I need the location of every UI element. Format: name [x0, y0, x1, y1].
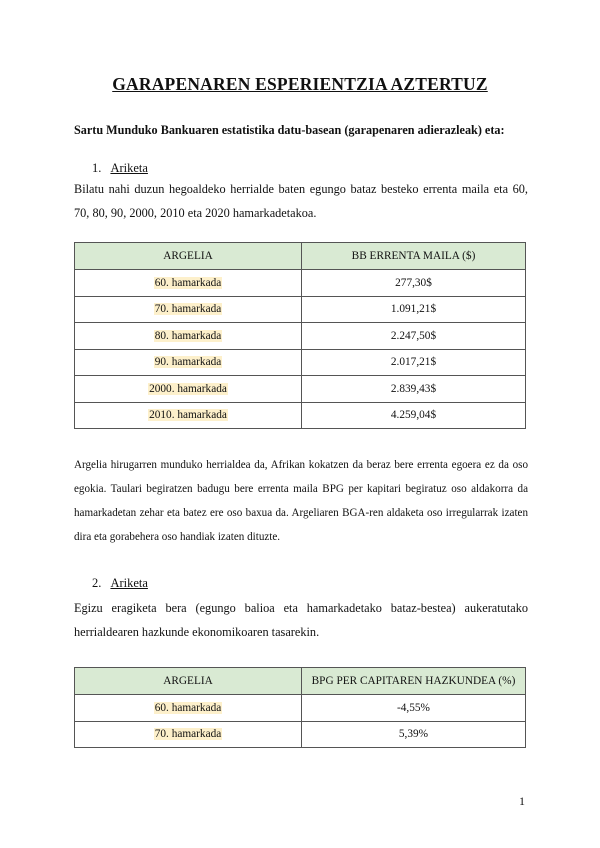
- value-cell: 4.259,04$: [302, 402, 526, 429]
- table-row: [75, 695, 526, 722]
- decade-cell: [75, 270, 302, 297]
- table-row: [75, 349, 526, 376]
- section-1-number: 1.: [92, 161, 102, 175]
- decade-cell: [75, 695, 302, 722]
- table-header-country: ARGELIA: [75, 668, 302, 695]
- decade-label: 60. hamarkada: [154, 701, 222, 714]
- table-row: [75, 376, 526, 403]
- value-cell: 2.017,21$: [302, 349, 526, 376]
- decade-cell: [75, 721, 302, 748]
- value-cell: 2.839,43$: [302, 376, 526, 403]
- decade-label: 70. hamarkada: [154, 728, 222, 741]
- value-cell: 277,30$: [302, 270, 526, 297]
- decade-label: 2010. hamarkada: [149, 409, 227, 422]
- decade-label: 90. hamarkada: [154, 356, 222, 369]
- decade-label: 70. hamarkada: [154, 303, 222, 316]
- table-row: [75, 323, 526, 350]
- section-1-heading: [92, 161, 148, 176]
- decade-cell: [75, 349, 302, 376]
- document-title: GARAPENAREN ESPERIENTZIA AZTERTUZ: [112, 74, 488, 94]
- value-cell: 1.091,21$: [302, 296, 526, 323]
- table-row: [75, 721, 526, 748]
- growth-table: [74, 667, 526, 748]
- table-row: [75, 270, 526, 297]
- section-2-text: Egizu eragiketa bera (egungo balioa eta hamarkadetako bataz-bestea) aukeratutako herrialdearen hazkunde ekonomikoaren tasarekin.: [74, 601, 528, 639]
- decade-label: 2000. hamarkada: [149, 382, 227, 395]
- analysis-paragraph: Argelia hirugarren munduko herrialdea da, Afrikan kokatzen da beraz bere errenta egoera ez da oso egokia. Taulari begiratzen badugu bere errenta maila BPG per kapitari begiratuz oso aldakorra da hamarkadetan zehar eta batez ere oso baxua da. Argeliaren BGA-ren aldaketa oso irregularrak izaten dira eta gorabehera oso handiak izaten dituzte.: [74, 459, 528, 543]
- section-1-label: Ariketa: [110, 161, 148, 175]
- value-cell: 5,39%: [302, 721, 526, 748]
- section-2-label: Ariketa: [110, 576, 148, 590]
- table-header-row: [75, 243, 526, 270]
- table-row: [75, 402, 526, 429]
- table-header-income: BB ERRENTA MAILA ($): [302, 243, 526, 270]
- page-number: 1: [519, 794, 525, 808]
- value-cell: -4,55%: [302, 695, 526, 722]
- income-table: [74, 242, 526, 429]
- decade-cell: [75, 323, 302, 350]
- intro-instruction: Sartu Munduko Bankuaren estatistika datu-basean (garapenaren adierazleak) eta:: [74, 123, 505, 137]
- table-row: [75, 296, 526, 323]
- decade-cell: [75, 376, 302, 403]
- table-header-row: [75, 668, 526, 695]
- table-header-growth: BPG PER CAPITAREN HAZKUNDEA (%): [302, 668, 526, 695]
- value-cell: 2.247,50$: [302, 323, 526, 350]
- decade-label: 60. hamarkada: [154, 276, 222, 289]
- section-1-text: Bilatu nahi duzun hegoaldeko herrialde baten egungo bataz besteko errenta maila eta 60, 70, 80, 90, 2000, 2010 eta 2020 hamarkadetakoa.: [74, 182, 528, 220]
- table-header-country: ARGELIA: [75, 243, 302, 270]
- decade-cell: [75, 402, 302, 429]
- decade-label: 80. hamarkada: [154, 329, 222, 342]
- decade-cell: [75, 296, 302, 323]
- section-2-heading: [92, 576, 148, 591]
- section-2-number: 2.: [92, 576, 102, 590]
